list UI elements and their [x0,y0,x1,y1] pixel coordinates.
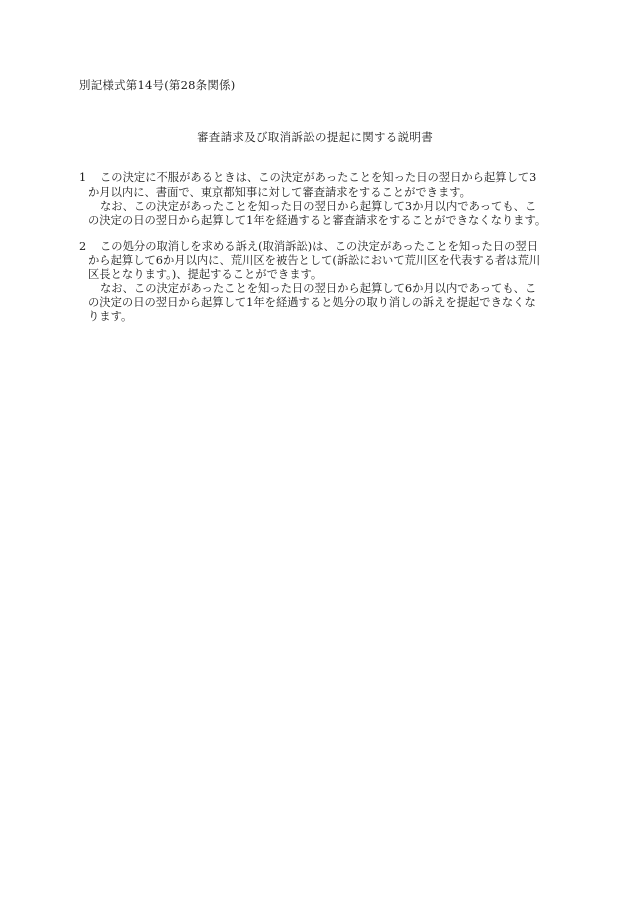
paragraph-line: この決定に不服があるときは、この決定があったことを知った日の翌日から起算して3 [100,171,537,184]
paragraph-line: なお、この決定があったことを知った日の翌日から起算して3か月以内であっても、こ [100,200,537,213]
paragraph-line: の決定の日の翌日から起算して1年を経過すると処分の取り消しの訴えを提起できなくな [88,296,536,309]
document-title: 審査請求及び取消訴訟の提起に関する説明書 [197,130,433,144]
section-number: 1 [79,171,87,184]
paragraph-line: から起算して6か月以内に、荒川区を被告として(訴訟において荒川区を代表する者は荒川 [88,254,541,267]
form-number-label: 別記様式第14号(第28条関係) [79,78,236,92]
paragraph-line: の決定の日の翌日から起算して1年を経過すると審査請求をすることができなくなります。 [88,214,547,227]
paragraph-line: この処分の取消しを求める訴え(取消訴訟)は、この決定があったことを知った日の翌日 [100,240,538,253]
paragraph-line: か月以内に、書面で、東京都知事に対して審査請求をすることができます。 [88,186,471,199]
paragraph-line: ります。 [88,310,133,323]
section-number: 2 [79,240,87,253]
paragraph-line: 区長となります。)、提起することができます。 [88,268,323,281]
paragraph-line: なお、この決定があったことを知った日の翌日から起算して6か月以内であっても、こ [100,282,537,295]
